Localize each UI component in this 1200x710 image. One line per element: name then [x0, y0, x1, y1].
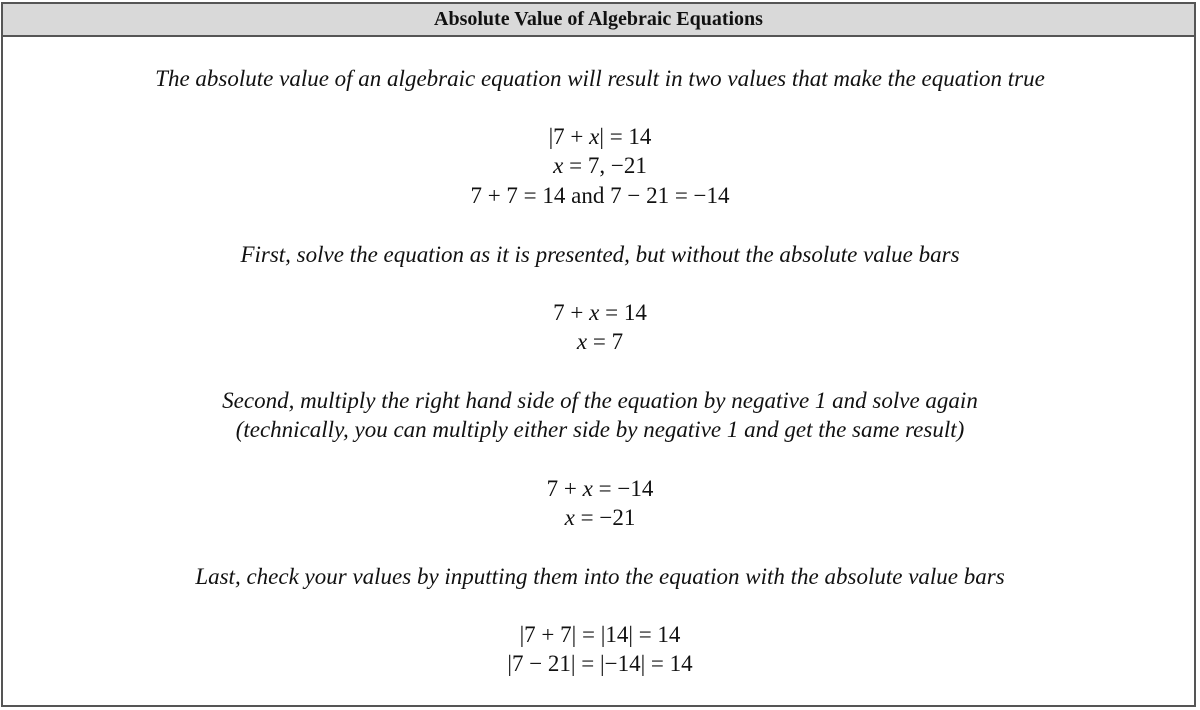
step2-solution: x = −21: [564, 505, 636, 530]
step2-text: Second, multiply the right hand side of the equation by negative 1 and solve again: [222, 388, 978, 413]
document-title: Absolute Value of Algebraic Equations: [3, 4, 1194, 37]
step1-text: First, solve the equation as it is presented, but without the absolute value bars: [240, 242, 960, 267]
step2-equation: 7 + x = −14: [546, 476, 654, 501]
step1-solution: x = 7: [576, 329, 624, 354]
example-equation: |7 + x| = 14: [548, 124, 652, 149]
step3-check-2: |7 − 21| = |−14| = 14: [507, 651, 693, 676]
step2-note: (technically, you can multiply either side by negative 1 and get the same result): [235, 417, 965, 442]
step3-text: Last, check your values by inputting them into the equation with the absolute value bars: [195, 564, 1005, 589]
example-solution: x = 7, −21: [553, 153, 647, 178]
intro-text: The absolute value of an algebraic equation will result in two values that make the equation true: [155, 66, 1045, 91]
step1-equation: 7 + x = 14: [553, 300, 647, 325]
step3-check-1: |7 + 7| = |14| = 14: [519, 622, 681, 647]
example-check: 7 + 7 = 14 and 7 − 21 = −14: [470, 183, 730, 208]
